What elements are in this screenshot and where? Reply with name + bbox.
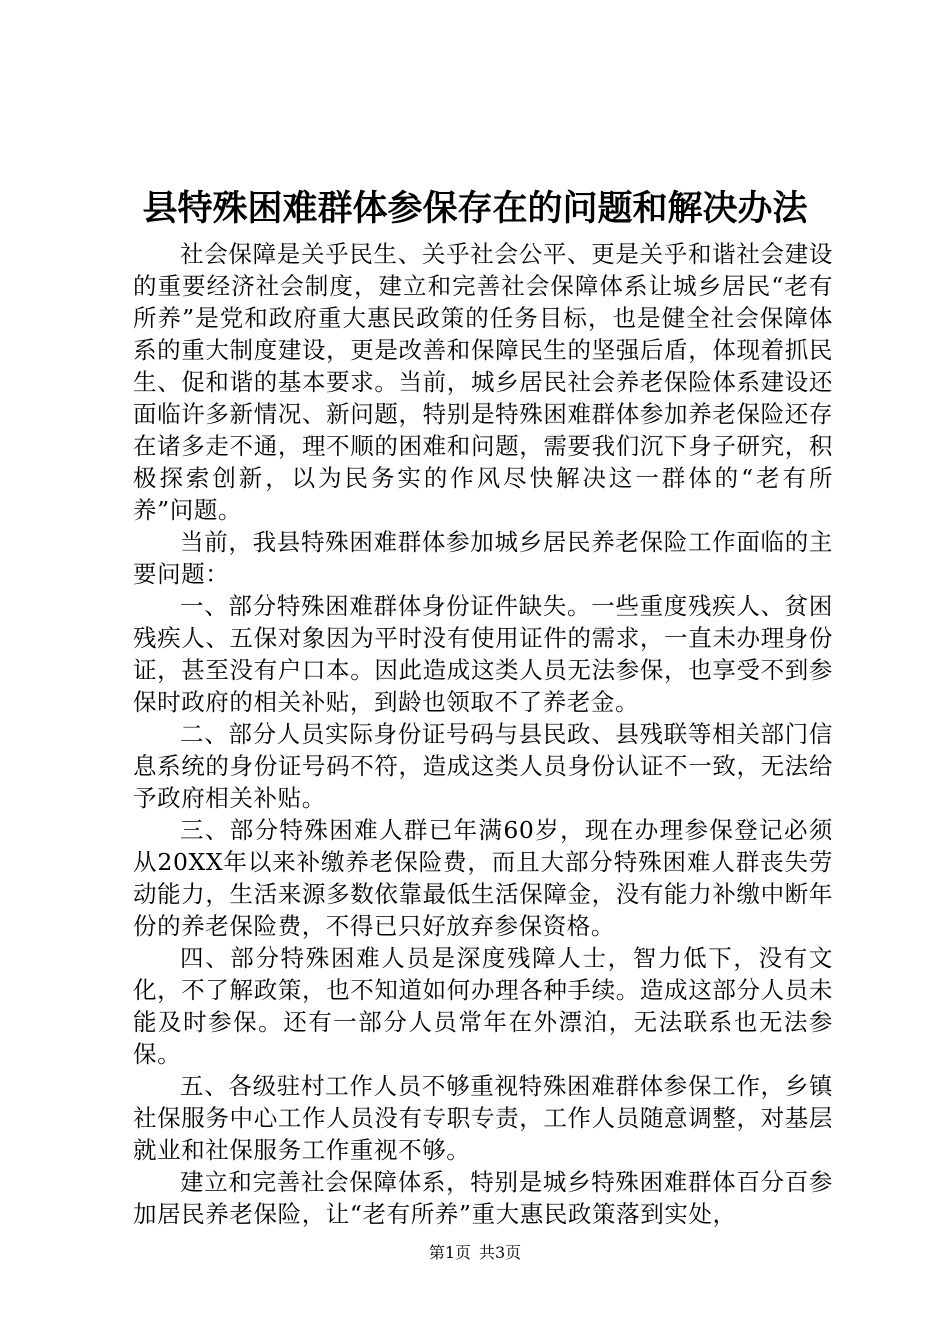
paragraph-problem-5: 五、各级驻村工作人员不够重视特殊困难群体参保工作，乡镇社保服务中心工作人员没有专职专责，工作人员随意调整，对基层就业和社保服务工作重视不够。 — [133, 1072, 833, 1164]
page-footer — [0, 1242, 950, 1264]
page-total: 共3页 — [479, 1243, 522, 1262]
paragraph-solution-lead: 建立和完善社会保障体系，特别是城乡特殊困难群体百分百参加居民养老保险，让“老有所养”重大惠民政策落到实处， — [133, 1168, 833, 1228]
document-body — [133, 238, 833, 1230]
document-title: 县特殊困难群体参保存在的问题和解决办法 — [142, 188, 808, 229]
paragraph-problem-4: 四、部分特殊困难人员是深度残障人士，智力低下，没有文化，不了解政策，也不知道如何办理各种手续。造成这部分人员未能及时参保。还有一部分人员常年在外漂泊，无法联系也无法参保。 — [133, 944, 833, 1068]
paragraph-problem-2: 二、部分人员实际身份证号码与县民政、县残联等相关部门信息系统的身份证号码不符，造成这类人员身份认证不一致，无法给予政府相关补贴。 — [133, 720, 833, 812]
paragraph-problem-3: 三、部分特殊困难人群已年满60岁，现在办理参保登记必须从20XX年以来补缴养老保险费，而且大部分特殊困难人群丧失劳动能力，生活来源多数依靠最低生活保障金，没有能力补缴中断年份的养老保险费，不得已只好放弃参保资格。 — [133, 816, 833, 940]
paragraph-problem-1: 一、部分特殊困难群体身份证件缺失。一些重度残疾人、贫困残疾人、五保对象因为平时没有使用证件的需求，一直未办理身份证，甚至没有户口本。因此造成这类人员无法参保，也享受不到参保时政府的相关补贴，到龄也领取不了养老金。 — [133, 592, 833, 716]
paragraph-problems-lead: 当前，我县特殊困难群体参加城乡居民养老保险工作面临的主要问题： — [133, 528, 833, 588]
paragraph-intro: 社会保障是关乎民生、关乎社会公平、更是关乎和谐社会建设的重要经济社会制度，建立和完善社会保障体系让城乡居民“老有所养”是党和政府重大惠民政策的任务目标，也是健全社会保障体系的重大制度建设，更是改善和保障民生的坚强后盾，体现着抓民生、促和谐的基本要求。当前，城乡居民社会养老保险体系建设还面临许多新情况、新问题，特别是特殊困难群体参加养老保险还存在诸多走不通，理不顺的困难和问题，需要我们沉下身子研究，积极探索创新，以为民务实的作风尽快解决这一群体的“老有所养”问题。 — [133, 240, 833, 524]
page-number: 第1页 — [428, 1243, 471, 1262]
